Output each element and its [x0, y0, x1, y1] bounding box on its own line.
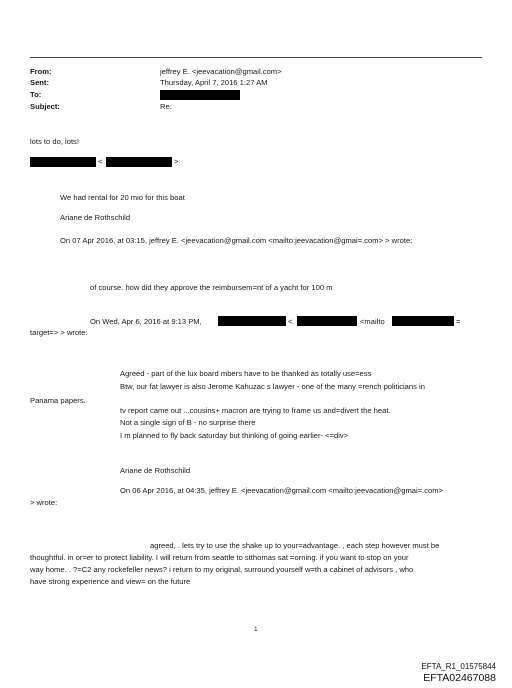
- body-line-panama: Panama papers.: [30, 396, 86, 405]
- subject-label: Subject:: [30, 102, 60, 111]
- header-rule: [30, 57, 482, 58]
- from-value: jeffrey E. <jeevacation@gmail.com>: [160, 67, 282, 76]
- body-line-lots-to-do: lots to do, lots!: [30, 137, 79, 146]
- body-line-rental: We had rental for 20 mio for this boat: [60, 193, 185, 202]
- mailto-redaction: [392, 316, 454, 326]
- to-redaction: [160, 90, 240, 100]
- sender-name-redaction: [30, 157, 96, 167]
- angle-close: >: [174, 157, 179, 166]
- body-line-of-course: of course. how did they approve the reimbursem=nt of a yacht for 100 m: [90, 283, 333, 292]
- sent-value: Thursday, April 7, 2016 1:27 AM: [160, 78, 268, 87]
- body-line-target: target=> > wrote:: [30, 328, 88, 337]
- angle-open: <: [98, 157, 103, 166]
- bates-stamp-primary: EFTA_R1_01575844: [421, 662, 496, 671]
- mailto-fragment: <mailto: [360, 317, 385, 326]
- quote-email-redaction: [297, 316, 357, 326]
- body-line-agreed: Agreed - part of the lux board mbers have to be thanked as totally use=ess: [120, 369, 372, 378]
- page-number: 1: [254, 626, 258, 633]
- subject-value: Re:: [160, 102, 172, 111]
- from-label: From:: [30, 67, 52, 76]
- body-line-quote-header-1: On 07 Apr 2016, at 03:15, jeffrey E. <jeevacation@gmail.com <mailto:jeevacation@gmai=.com> > wrote:: [60, 236, 413, 245]
- body-line-thoughtful: thoughtful. in or=er to protect liability. I will return from seattle to stthomas sat =orning. if you want to stop on your: [30, 553, 409, 562]
- body-line-signature-2: Ariane de Rothschild: [120, 466, 191, 475]
- quote-name-redaction: [218, 316, 286, 326]
- body-line-signature-1: Ariane de Rothschild: [60, 213, 131, 222]
- to-label: To:: [30, 90, 42, 99]
- bates-stamp-secondary: EFTA02467088: [423, 672, 496, 684]
- body-line-wrote: > wrote:: [30, 498, 58, 507]
- body-line-way-home: way home. . ?=C2 any rockefeller news? i return to my original, surround yourself w=th a cabinet of advisors , who: [30, 565, 414, 574]
- body-line-quote-header-2: On Wed, Apr 6, 2016 at 9:13 PM,: [90, 317, 202, 326]
- sender-email-redaction: [106, 157, 172, 167]
- angle-open-2: <: [288, 317, 293, 326]
- sent-label: Sent:: [30, 78, 49, 87]
- body-line-experience: have strong experience and view= on the future: [30, 577, 191, 586]
- body-line-shake-up: agreed, . lets try to use the shake up to your=advantage. , each step however must be: [150, 541, 440, 550]
- body-line-no-sign: Not a single sign of B - no surprise there: [120, 418, 256, 427]
- body-line-planned: I m planned to fly back saturday but thinking of going earlier- <=div>: [120, 431, 349, 440]
- body-line-lawyer: Btw, our fat lawyer is also Jerome Kahuzac s lawyer - one of the many =rench politicians in: [120, 382, 425, 391]
- equals-fragment: =: [456, 317, 461, 326]
- body-line-tv-report: tv report came out ...cousins+ macron are trying to frame us and=divert the heat.: [120, 406, 391, 415]
- body-line-quote-header-3: On 06 Apr 2016, at 04:35, jeffrey E. <jeevacation@gmail.com <mailto:jeevacation@gmai=.com>: [120, 486, 444, 495]
